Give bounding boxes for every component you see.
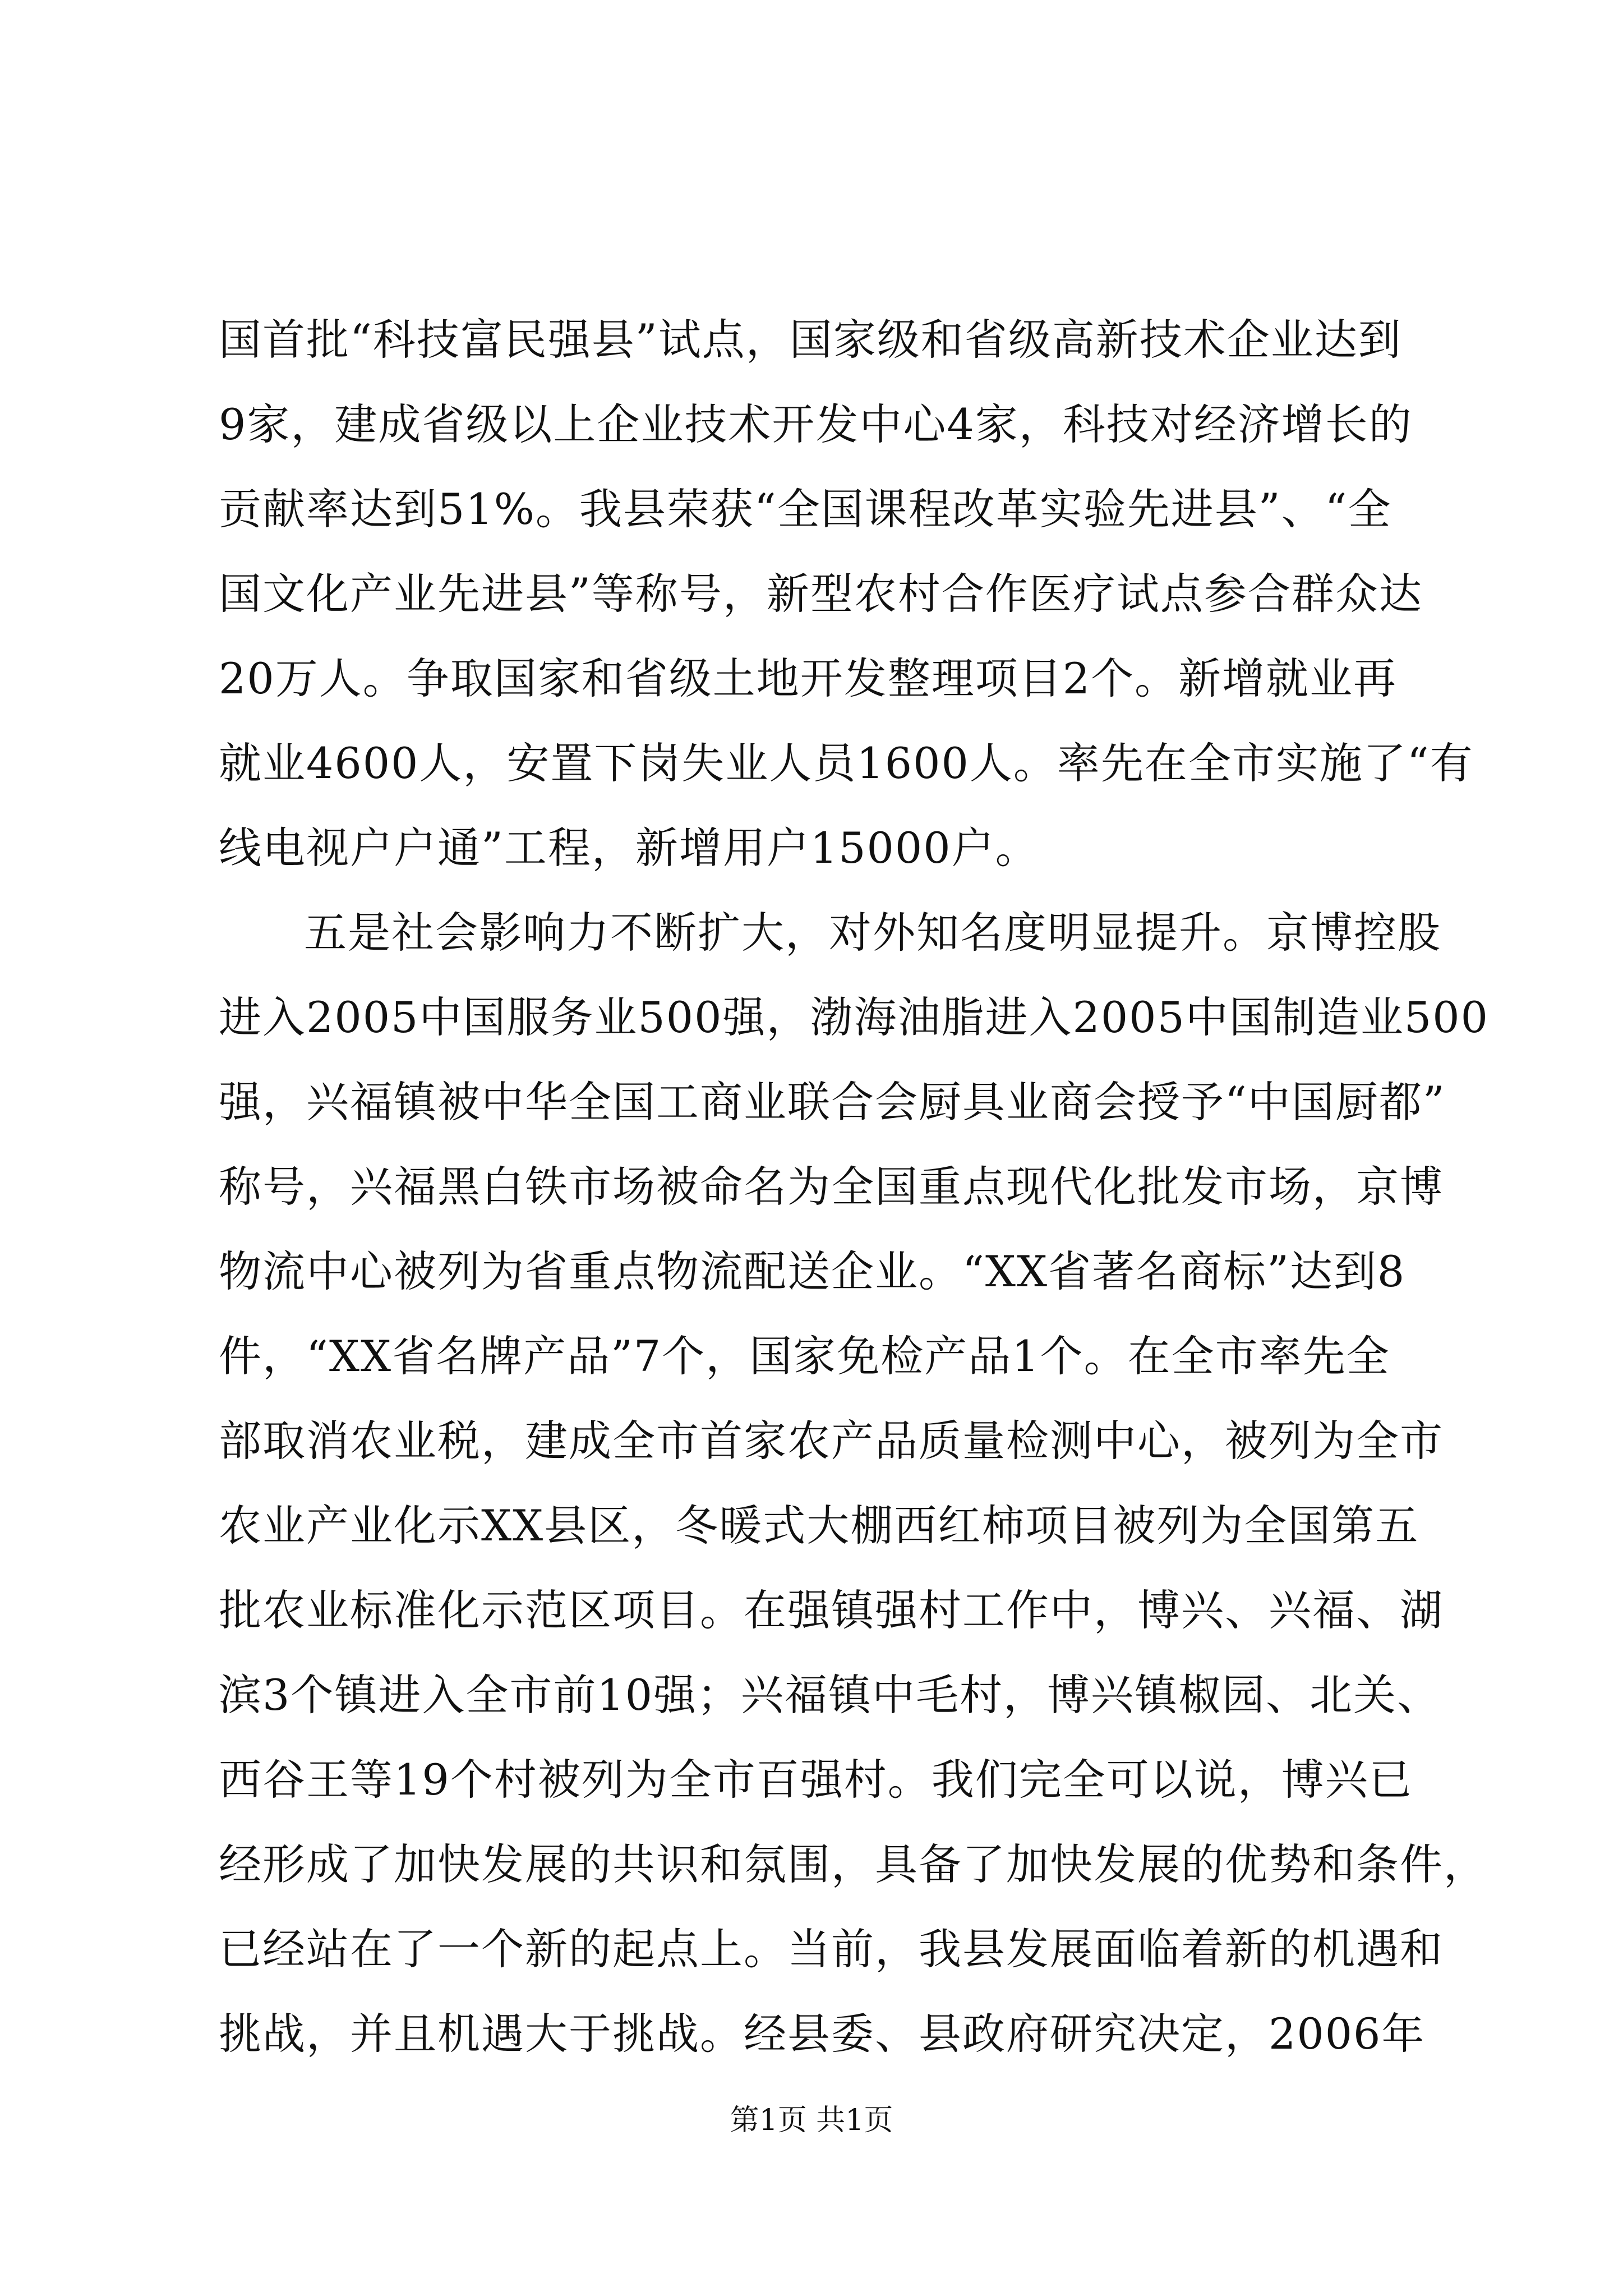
text-line: 国首批“科技富民强县”试点，国家级和省级高新技术企业达到 bbox=[219, 315, 1402, 365]
text-line: 批农业标准化示范区项目。在强镇强村工作中，博兴、兴福、湖 bbox=[219, 1585, 1444, 1635]
paragraph-1 bbox=[219, 297, 1474, 890]
text-line: 农业产业化示XX县区，冬暖式大棚西红柿项目被列为全国第五 bbox=[219, 1501, 1419, 1550]
body-text bbox=[219, 297, 1489, 2076]
page-footer bbox=[0, 2101, 1623, 2140]
text-line: 五是社会影响力不断扩大，对外知名度明显提升。京博控股 bbox=[304, 908, 1441, 958]
text-line: 20万人。争取国家和省级土地开发整理项目2个。新增就业再 bbox=[219, 654, 1398, 703]
text-line: 就业4600人，安置下岗失业人员1600人。率先在全市实施了“有 bbox=[219, 738, 1474, 788]
text-line: 强，兴福镇被中华全国工商业联合会厨具业商会授予“中国厨都” bbox=[219, 1077, 1446, 1127]
text-line: 进入2005中国服务业500强，渤海油脂进入2005中国制造业500 bbox=[219, 992, 1489, 1042]
text-line: 经形成了加快发展的共识和氛围，具备了加快发展的优势和条件， bbox=[219, 1839, 1487, 1889]
text-line: 物流中心被列为省重点物流配送企业。“XX省著名商标”达到8 bbox=[219, 1246, 1406, 1296]
text-line: 称号，兴福黑白铁市场被命名为全国重点现代化批发市场，京博 bbox=[219, 1162, 1444, 1212]
paragraph-2 bbox=[219, 890, 1489, 2076]
text-line: 部取消农业税，建成全市首家农产品质量检测中心，被列为全市 bbox=[219, 1416, 1444, 1466]
text-line: 国文化产业先进县”等称号，新型农村合作医疗试点参合群众达 bbox=[219, 569, 1423, 619]
text-line: 线电视户户通”工程，新增用户15000户。 bbox=[219, 823, 1039, 873]
text-line: 9家，建成省级以上企业技术开发中心4家，科技对经济增长的 bbox=[219, 399, 1413, 449]
text-line: 贡献率达到51%。我县荣获“全国课程改革实验先进县”、“全 bbox=[219, 484, 1392, 534]
text-line: 挑战，并且机遇大于挑战。经县委、县政府研究决定，2006年 bbox=[219, 2009, 1426, 2059]
text-line: 滨3个镇进入全市前10强；兴福镇中毛村，博兴镇椒园、北关、 bbox=[219, 1670, 1441, 1720]
text-line: 已经站在了一个新的起点上。当前，我县发展面临着新的机遇和 bbox=[219, 1924, 1444, 1974]
text-line: 西谷王等19个村被列为全市百强村。我们完全可以说，博兴已 bbox=[219, 1755, 1413, 1805]
page-number-label: 第1页 共1页 bbox=[730, 2104, 893, 2137]
text-line: 件，“XX省名牌产品”7个，国家免检产品1个。在全市率先全 bbox=[219, 1331, 1390, 1381]
